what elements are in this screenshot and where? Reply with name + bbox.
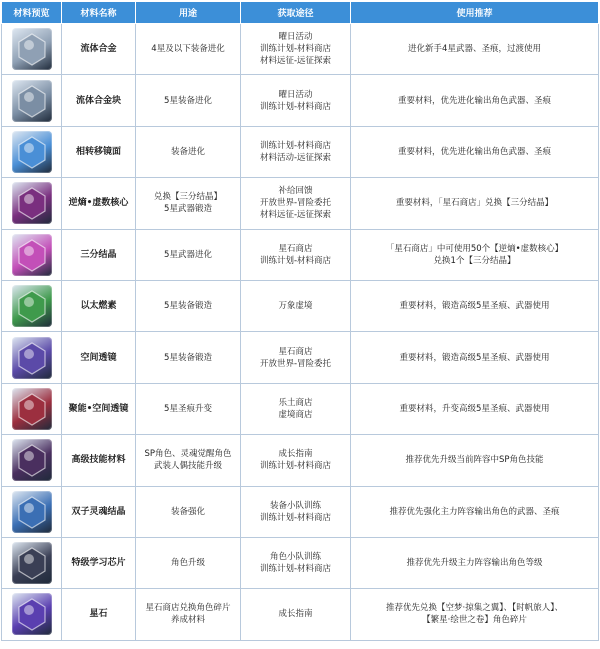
preview-cell xyxy=(2,229,62,280)
source-line: 成长指南 xyxy=(278,449,313,460)
source-cell xyxy=(241,537,351,588)
use-line: 5星装备锻造 xyxy=(164,352,212,363)
table-row xyxy=(2,383,599,434)
source-line: 星石商店 xyxy=(278,243,313,254)
header-source: 获取途径 xyxy=(241,2,351,24)
source-cell xyxy=(241,24,351,75)
table-row xyxy=(2,332,599,383)
use-cell xyxy=(136,435,241,486)
source-line: 曜日活动 xyxy=(278,89,313,100)
table-row xyxy=(2,589,599,640)
source-line: 补给回馈 xyxy=(278,186,313,197)
source-cell xyxy=(241,383,351,434)
material-name: 特级学习芯片 xyxy=(62,537,136,588)
table-row xyxy=(2,126,599,177)
table-row xyxy=(2,280,599,331)
skill-material-icon xyxy=(12,439,52,481)
material-table-container xyxy=(1,1,598,641)
header-preview: 材料预览 xyxy=(2,2,62,24)
source-line: 训练计划-材料商店 xyxy=(259,44,332,55)
use-line: 养成材料 xyxy=(170,615,205,626)
material-name: 流体合金块 xyxy=(62,75,136,126)
header-recommend: 使用推荐 xyxy=(351,2,599,24)
liquid-alloy-icon xyxy=(12,28,52,70)
table-row xyxy=(2,75,599,126)
recommend-line: 推荐优先强化主力阵容输出角色的武器、圣痕 xyxy=(389,506,560,517)
source-cell xyxy=(241,126,351,177)
source-cell xyxy=(241,75,351,126)
use-cell xyxy=(136,126,241,177)
use-line: 兑换【三分结晶】 xyxy=(153,192,222,203)
table-row xyxy=(2,24,599,75)
source-line: 训练计划-材料商店 xyxy=(259,255,332,266)
preview-cell xyxy=(2,126,62,177)
source-line: 训练计划-材料商店 xyxy=(259,461,332,472)
source-line: 训练计划-材料商店 xyxy=(259,512,332,523)
recommend-line: 进化新手4星武器、圣痕，过渡使用 xyxy=(408,44,541,55)
source-line: 星石商店 xyxy=(278,346,313,357)
table-row xyxy=(2,178,599,229)
use-line: 武装人偶技能升级 xyxy=(153,461,222,472)
recommend-cell xyxy=(351,589,599,640)
entropy-core-icon xyxy=(12,182,52,224)
source-line: 材料远征-远征探索 xyxy=(259,210,332,221)
twin-soul-crystal-icon xyxy=(12,491,52,533)
recommend-line: 重要材料，锻造高级5星圣痕、武器使用 xyxy=(399,352,550,363)
recommend-cell xyxy=(351,537,599,588)
use-cell xyxy=(136,178,241,229)
header-use: 用途 xyxy=(136,2,241,24)
material-name: 三分结晶 xyxy=(62,229,136,280)
source-line: 开放世界-冒险委托 xyxy=(259,198,332,209)
use-cell xyxy=(136,280,241,331)
recommend-line: 重要材料，锻造高级5星圣痕、武器使用 xyxy=(399,301,550,312)
source-cell xyxy=(241,589,351,640)
recommend-line: 兑换1个【三分结晶】 xyxy=(433,255,516,266)
recommend-cell xyxy=(351,280,599,331)
source-cell xyxy=(241,280,351,331)
source-line: 曜日活动 xyxy=(278,32,313,43)
recommend-line: 推荐优先升级当前阵容中SP角色技能 xyxy=(405,455,544,466)
use-line: 5星装备锻造 xyxy=(164,301,212,312)
use-line: SP角色、灵魂觉醒角色 xyxy=(144,449,232,460)
recommend-line: 「星石商店」中可使用50个【逆熵•虚数核心】 xyxy=(385,243,564,254)
use-line: 星石商店兑换角色碎片 xyxy=(145,603,231,614)
table-row xyxy=(2,435,599,486)
recommend-line: 重要材料，「星石商店」兑换【三分结晶】 xyxy=(395,198,554,209)
material-name: 以太燃素 xyxy=(62,280,136,331)
preview-cell xyxy=(2,537,62,588)
use-cell xyxy=(136,332,241,383)
table-row xyxy=(2,486,599,537)
recommend-line: 推荐优先升级主力阵容输出角色等级 xyxy=(406,558,543,569)
material-name: 高级技能材料 xyxy=(62,435,136,486)
preview-cell xyxy=(2,589,62,640)
recommend-cell xyxy=(351,75,599,126)
preview-cell xyxy=(2,280,62,331)
preview-cell xyxy=(2,486,62,537)
source-line: 材料远征-远征探索 xyxy=(259,56,332,67)
recommend-line: 推荐优先兑换【空梦·掠集之翼】、【时帆旅人】、 xyxy=(386,603,563,614)
use-line: 5星武器进化 xyxy=(164,249,212,260)
use-line: 装备强化 xyxy=(170,506,205,517)
source-cell xyxy=(241,178,351,229)
source-cell xyxy=(241,332,351,383)
recommend-line: 【繁星·绘世之卷】角色碎片 xyxy=(422,615,527,626)
ether-fuel-icon xyxy=(12,285,52,327)
table-row xyxy=(2,229,599,280)
source-cell xyxy=(241,229,351,280)
recommend-line: 重要材料，升变高级5星圣痕、武器使用 xyxy=(399,403,550,414)
material-name: 相转移镜面 xyxy=(62,126,136,177)
liquid-alloy-block-icon xyxy=(12,80,52,122)
material-name: 星石 xyxy=(62,589,136,640)
crystal-icon xyxy=(12,593,52,635)
recommend-cell xyxy=(351,435,599,486)
recommend-cell xyxy=(351,24,599,75)
source-line: 成长指南 xyxy=(278,609,313,620)
table-row xyxy=(2,537,599,588)
preview-cell xyxy=(2,75,62,126)
material-name: 聚能•空间透镜 xyxy=(62,383,136,434)
source-cell xyxy=(241,486,351,537)
preview-cell xyxy=(2,24,62,75)
source-line: 万象虚境 xyxy=(278,301,313,312)
recommend-cell xyxy=(351,178,599,229)
use-line: 5星装备进化 xyxy=(164,95,212,106)
source-line: 材料活动-远征探索 xyxy=(259,152,332,163)
recommend-line: 重要材料，优先进化输出角色武器、圣痕 xyxy=(397,146,551,157)
use-cell xyxy=(136,486,241,537)
header-name: 材料名称 xyxy=(62,2,136,24)
header-row xyxy=(2,2,599,24)
source-cell xyxy=(241,435,351,486)
use-line: 装备进化 xyxy=(170,146,205,157)
recommend-cell xyxy=(351,229,599,280)
use-line: 5星武器锻造 xyxy=(164,204,212,215)
learning-chip-icon xyxy=(12,542,52,584)
recommend-cell xyxy=(351,383,599,434)
source-line: 乐土商店 xyxy=(278,397,313,408)
source-line: 训练计划-材料商店 xyxy=(259,101,332,112)
preview-cell xyxy=(2,332,62,383)
source-line: 虚境商店 xyxy=(278,409,313,420)
use-cell xyxy=(136,537,241,588)
recommend-cell xyxy=(351,126,599,177)
recommend-cell xyxy=(351,332,599,383)
source-line: 装备小队训练 xyxy=(269,500,321,511)
use-cell xyxy=(136,75,241,126)
use-cell xyxy=(136,229,241,280)
material-name: 空间透镜 xyxy=(62,332,136,383)
use-line: 角色升级 xyxy=(170,558,205,569)
preview-cell xyxy=(2,383,62,434)
preview-cell xyxy=(2,178,62,229)
table-body xyxy=(2,24,599,641)
source-line: 开放世界-冒险委托 xyxy=(259,358,332,369)
material-name: 逆熵•虚数核心 xyxy=(62,178,136,229)
phase-shift-mirror-icon xyxy=(12,131,52,173)
recommend-cell xyxy=(351,486,599,537)
tri-crystal-icon xyxy=(12,234,52,276)
focus-space-lens-icon xyxy=(12,388,52,430)
use-line: 5星圣痕升变 xyxy=(164,403,212,414)
use-cell xyxy=(136,383,241,434)
source-line: 训练计划-材料商店 xyxy=(259,564,332,575)
material-table xyxy=(1,1,599,641)
use-cell xyxy=(136,24,241,75)
material-name: 流体合金 xyxy=(62,24,136,75)
recommend-line: 重要材料，优先进化输出角色武器、圣痕 xyxy=(397,95,551,106)
source-line: 角色小队训练 xyxy=(269,552,321,563)
use-line: 4星及以下装备进化 xyxy=(151,44,225,55)
space-lens-icon xyxy=(12,337,52,379)
preview-cell xyxy=(2,435,62,486)
material-name: 双子灵魂结晶 xyxy=(62,486,136,537)
source-line: 训练计划-材料商店 xyxy=(259,140,332,151)
use-cell xyxy=(136,589,241,640)
